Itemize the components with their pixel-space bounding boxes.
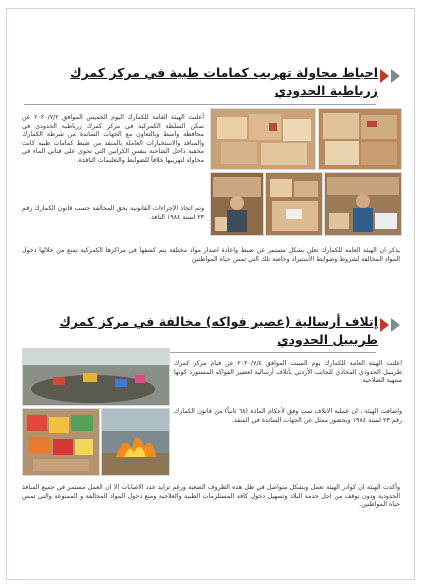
section1-title-line2: زرباطية الحدودي — [274, 83, 378, 98]
photo-boxes-truck — [210, 108, 316, 170]
photo-cartons-floor — [265, 172, 323, 236]
photo-carton-stack-image — [319, 109, 401, 169]
chevron-decoration-icon — [380, 69, 389, 83]
section1-divider — [24, 104, 376, 105]
chevron-decoration-icon — [391, 318, 400, 332]
section2-paragraph3: وأكدت الهيئة ان كوادر الهيئة تعمل وبشكل متواصل في ظل هذه الظروف الصعبة ورغم تزايد عدد الاصابات الا ان العمل مستمر في جميع المنافذ الحدودية ودون توقف من اجل خدمة البلاد وتسهيل دخول كافة المستلزمات الطبية والعلاجية ومنع دخول المواد المخالفة و الممنوعة والتي تمس حياة المواطنين. — [22, 484, 400, 509]
photo-inspector — [210, 172, 264, 236]
chevron-decoration-icon — [380, 318, 389, 332]
photo-juice-boxes-image — [23, 409, 99, 475]
section2-title-line1: إتلاف أرسالية (عصير فواكه) مخالفة في مركز كمرك — [59, 314, 378, 329]
section2-paragraph1: اعلنت الهيئة العامة للكمارك يوم السبت الموافق ٢٠٢٠/٧/٤ عن قيام مركز كمرك طريبيل الحدودي المحاذي للجانب الأردني بأتلاف أرسالية لعصير الفواكه المستورد كونها منتهية الصلاحية. — [174, 360, 402, 385]
photo-destroyed-pile — [22, 348, 170, 406]
section1-paragraph1: أعلنت الهيئة العامة للكمارك اليوم الخميس الموافق ٢٠٢٠/٧/٢ عن تمكن السلطة الكمركية في مركز كمرك زرباطية الحدودي في محافظة واسط وبالتعاون مع الجهات الساندة من شرطة الكمارك والمنافذ والاستخبارات العاملة بالمنفذ من ضبط كمامات طبية كانت مخفية داخل الشاحنة بنفس الكراتين التي تحوي على قناني الماء في محاولة لتهريبها خلافاً للضوابط والتعليمات النافذة. — [22, 114, 205, 164]
photo-destroyed-pile-image — [23, 349, 169, 405]
photo-carton-stack — [318, 108, 402, 170]
section1-title — [20, 64, 378, 100]
photo-burning-fire — [101, 408, 170, 476]
section1-paragraph3: يذكر ان الهيئة العامة للكمارك تعلن بشكل مستمر عن ضبط واعادة اصدار مواد مختلفة يتم كشفها في مراكزها الكمركية تمنع من خلالها دخول المواد المخالفة لشروط وضوابط الأستيراد وخاصة تلك التي تمس حياة المواطنين — [22, 247, 400, 263]
photo-boxes-truck-image — [211, 109, 315, 169]
photo-officer-masks-image — [325, 173, 401, 235]
section1-title-line1: احباط محاولة تهريب كمامات طبية في مركز كمرك — [70, 65, 378, 80]
photo-officer-masks — [324, 172, 402, 236]
section2-title-line2: طريبيل الحدودي — [277, 332, 378, 347]
photo-burning-fire-image — [102, 409, 169, 475]
photo-juice-boxes — [22, 408, 100, 476]
section1-paragraph2: وتم اتخاذ الإجراءات القانونية بحق المخالفة حسب قانون الكمارك رقم ٢٣ لسنة ١٩٨٤ النافذ. — [22, 205, 204, 221]
section2-title — [20, 313, 378, 349]
chevron-decoration-icon — [391, 69, 400, 83]
section2-paragraph2: واضافت الهيئة ، ان عملية الاتلاف تمت وفق لأحكام المادة (٦٨ ثانياً) من قانون الكمارك رقم ٢٣ لسنة ١٩٨٤ وبحضور ممثل عن الجهات الساندة في المنفذ. — [174, 408, 402, 424]
photo-inspector-image — [211, 173, 263, 235]
photo-cartons-floor-image — [266, 173, 322, 235]
